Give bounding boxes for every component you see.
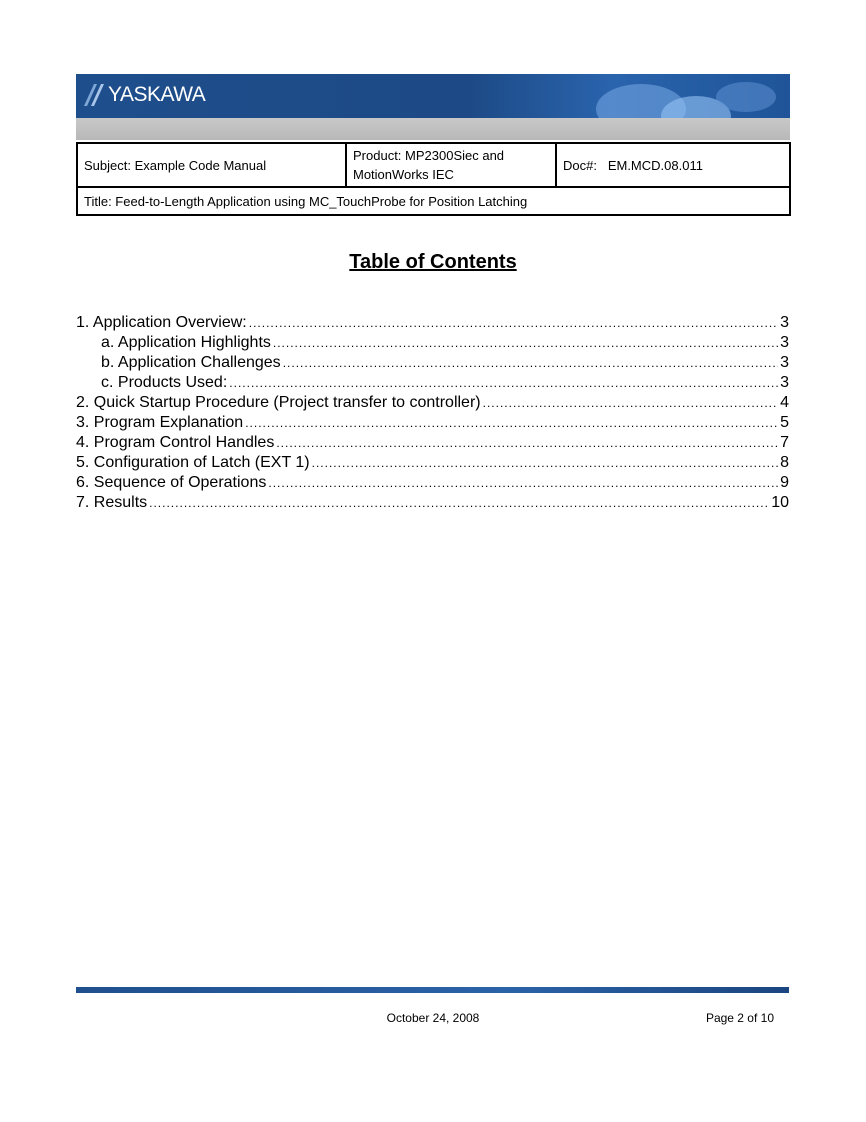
subject-text: Subject: Example Code Manual	[84, 157, 267, 173]
toc-entry-page: 3	[780, 354, 789, 371]
product-line-2: MotionWorks IEC	[353, 167, 454, 182]
logo-text: YASKAWA	[108, 83, 206, 106]
toc-entry-page: 8	[780, 454, 789, 471]
toc-entry-label: 2. Quick Startup Procedure (Project transfer to controller)	[76, 394, 481, 411]
toc-entry[interactable]	[76, 413, 789, 433]
toc-entry[interactable]	[76, 493, 789, 513]
toc-entry-label: b. Application Challenges	[101, 354, 281, 371]
toc-entry[interactable]	[76, 373, 789, 393]
toc-entry[interactable]	[76, 473, 789, 493]
title-cell	[77, 187, 790, 215]
toc-entry-page: 3	[780, 314, 789, 331]
page-number: Page 2 of 10	[705, 1011, 774, 1025]
doc-label: Doc#:	[563, 157, 597, 173]
doc-number-cell	[556, 143, 790, 187]
header-divider	[76, 118, 790, 140]
yaskawa-logo	[82, 80, 205, 110]
toc-entry-page: 3	[780, 374, 789, 391]
toc-entry-label: a. Application Highlights	[101, 334, 271, 351]
toc-entry-page: 7	[780, 434, 789, 451]
toc-entry-page: 5	[780, 414, 789, 431]
toc-entry-label: 3. Program Explanation	[76, 414, 244, 431]
subject-cell	[77, 143, 346, 187]
toc-entry[interactable]	[76, 333, 789, 353]
toc-entry-page: 4	[780, 394, 789, 411]
toc-entry-page: 9	[780, 474, 789, 491]
toc-entry-label: 7. Results	[76, 494, 148, 511]
toc-entry-label: 6. Sequence of Operations	[76, 474, 267, 491]
toc-entry[interactable]	[76, 433, 789, 453]
toc-entry-label: 4. Program Control Handles	[76, 434, 275, 451]
yaskawa-logo-icon	[82, 82, 106, 108]
product-line-1: Product: MP2300Siec and	[353, 148, 505, 163]
toc-entry-page: 10	[771, 494, 789, 511]
toc-entry-page: 3	[780, 334, 789, 351]
toc-heading: Table of Contents	[349, 251, 517, 273]
toc-entry-label: c. Products Used:	[101, 374, 228, 391]
toc-entry-label: 1. Application Overview:	[76, 314, 247, 331]
toc-entry[interactable]	[76, 353, 789, 373]
doc-number: EM.MCD.08.011	[607, 157, 703, 173]
footer-date: October 24, 2008	[386, 1011, 480, 1025]
banner-decoration	[716, 82, 776, 112]
document-title: Title: Feed-to-Length Application using MC_TouchProbe for Position Latching	[84, 193, 528, 209]
table-of-contents	[76, 313, 789, 513]
product-cell	[346, 143, 556, 187]
footer-divider	[76, 987, 789, 993]
toc-entry-label: 5. Configuration of Latch (EXT 1)	[76, 454, 310, 471]
toc-entry[interactable]	[76, 313, 789, 333]
toc-entry[interactable]	[76, 453, 789, 473]
document-info-table	[76, 142, 791, 216]
toc-entry[interactable]	[76, 393, 789, 413]
header-banner	[76, 74, 790, 118]
